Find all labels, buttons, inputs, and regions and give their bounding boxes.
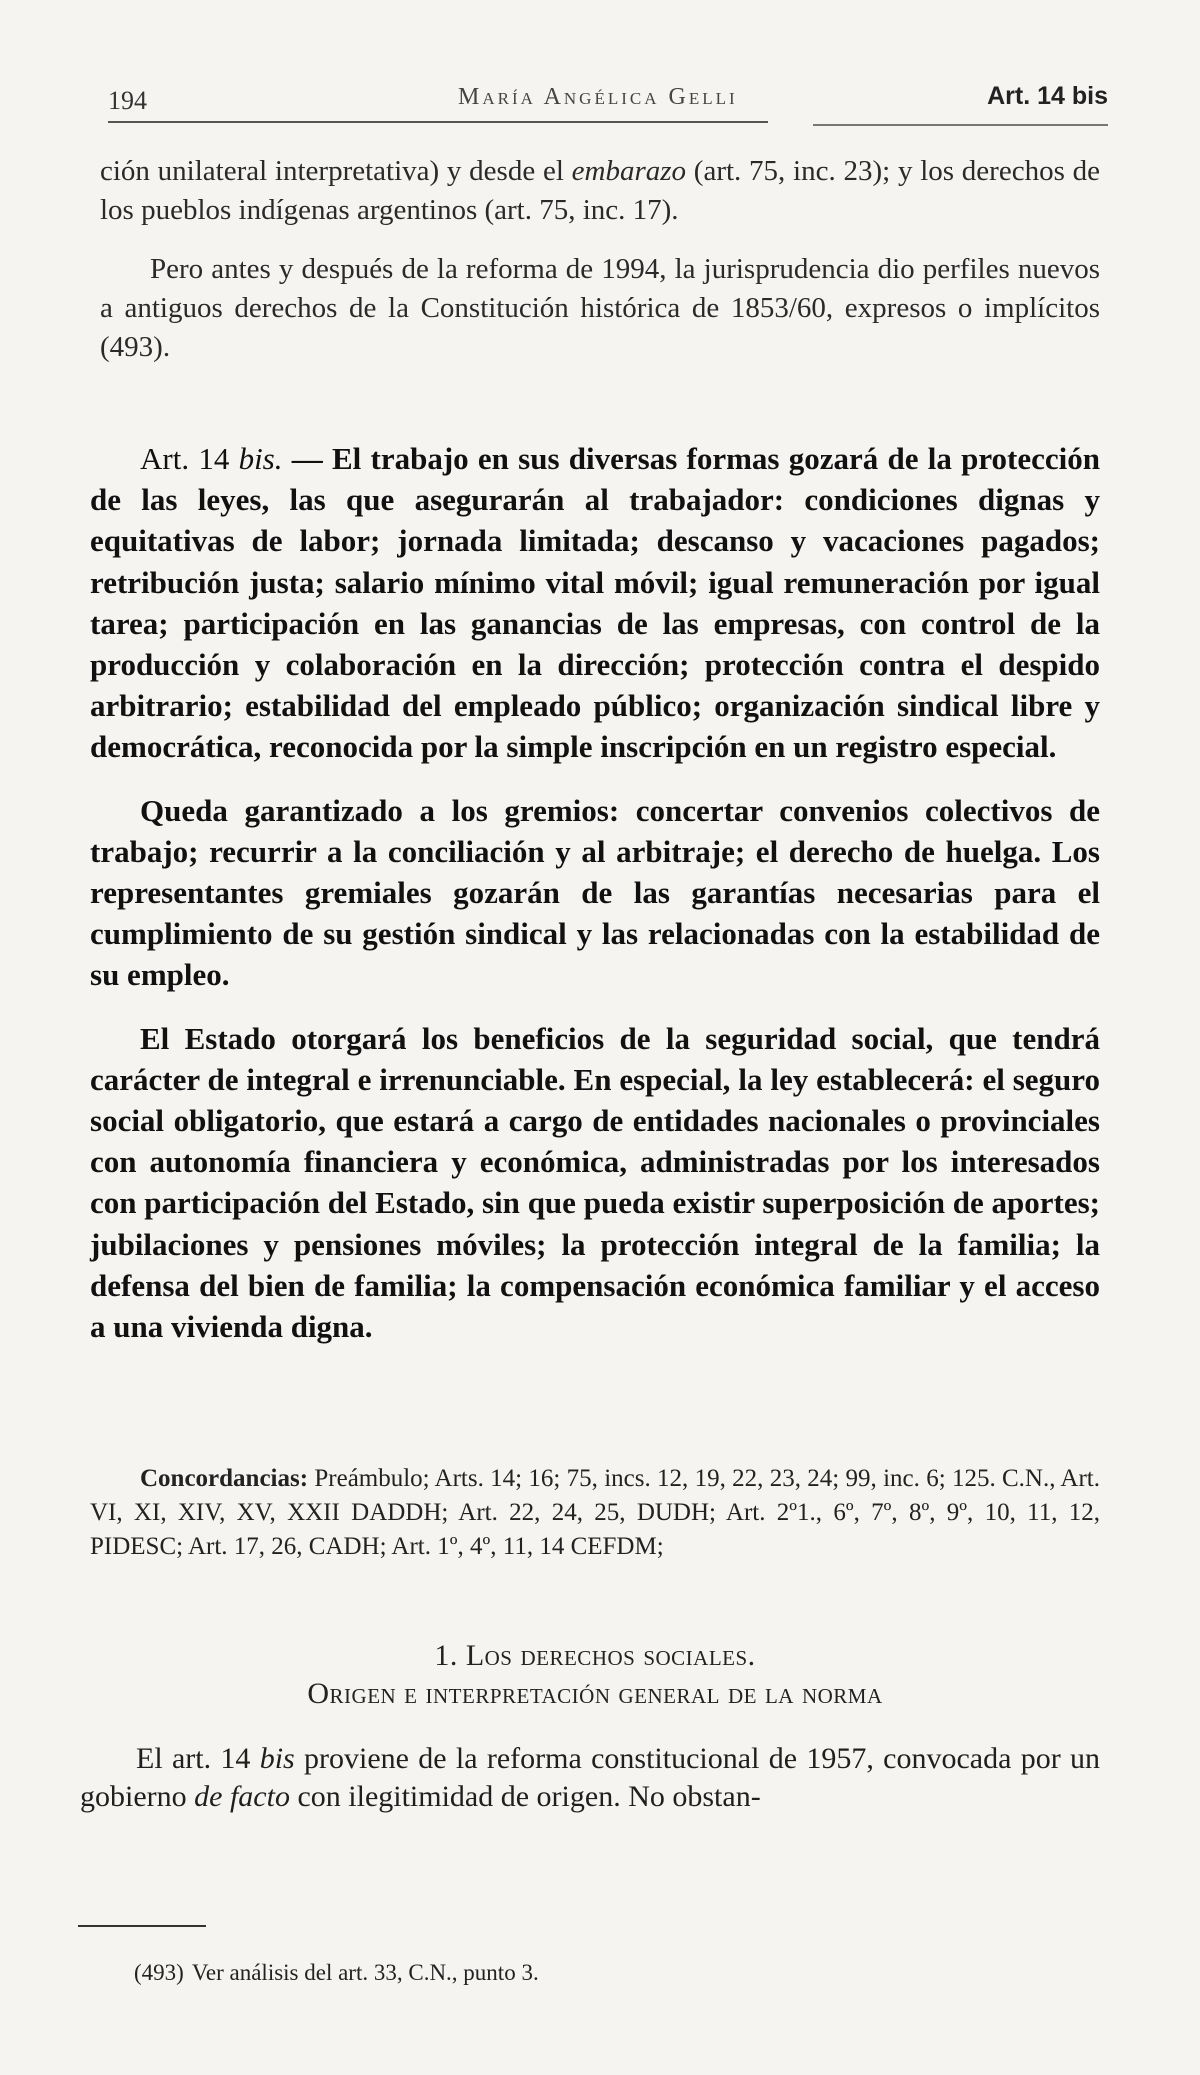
concordancias-label: Concordancias: bbox=[140, 1465, 309, 1492]
article-paragraph-2: Queda garantizado a los gremios: concertar convenios colectivos de trabajo; recurrir a la conciliación y al arbitraje; el derecho de huelga. Los representantes gremiales gozarán de las garantías necesarias para el cumplimiento de su gestión sindical y las relacionadas con la estabilidad de su empleo. bbox=[90, 792, 1100, 993]
continuation-text: ción unilateral interpretativa) y desde el embarazo (art. 75, inc. 23); y los derechos de los pueblos indígenas argentinos (art. 75, inc. 17). bbox=[100, 155, 1100, 226]
running-head bbox=[108, 80, 1108, 120]
continuation-paragraph bbox=[100, 152, 1100, 230]
section-heading-line-2: Origen e interpretación general de la norma bbox=[307, 1677, 883, 1710]
concordancias-text: Preámbulo; Arts. 14; 16; 75, incs. 12, 19, 22, 23, 24; 99, inc. 6; 125. C.N., Art. VI, XI, XIV, XV, XXII DADDH; Art. 22, 24, 25, DUDH; Art. 2º1., 6º, 7º, 8º, 9º, 10, 11, 12, PIDESC; Art. 17, 26, CADH; Art. 1º, 4º, 11, 14 CEFDM; bbox=[90, 1465, 1100, 1560]
running-head-article: Art. 14 bis bbox=[987, 82, 1108, 110]
page-number: 194 bbox=[108, 86, 147, 115]
reform-text: Pero antes y después de la reforma de 1994, la jurisprudencia dio perfiles nuevos a antiguos derechos de la Constitución histórica de 1853/60, expresos o implícitos (493). bbox=[100, 253, 1100, 363]
running-head-author: María Angélica Gelli bbox=[458, 84, 738, 110]
reform-paragraph bbox=[100, 250, 1100, 367]
footnote-rule bbox=[78, 1925, 206, 1927]
article-paragraph-3: El Estado otorgará los beneficios de la seguridad social, que tendrá carácter de integral e irrenunciable. En especial, la ley establecerá: el seguro social obligatorio, que estará a cargo de entidades nacionales o provinciales con autonomía financiera y económica, administradas por los interesados con participación del Estado, sin que pueda existir superposición de aportes; jubilaciones y pensiones móviles; la protección integral de la familia; la defensa del bien de familia; la compensación económica familiar y el acceso a una vivienda digna. bbox=[90, 1020, 1100, 1345]
closing-paragraph: El art. 14 bis proviene de la reforma constitucional de 1957, convocada por un gobierno de facto con ilegitimidad de origen. No obstan- bbox=[80, 1742, 1100, 1813]
article-paragraph-1: Art. 14 bis. — El trabajo en sus diversas formas gozará de la protección de las leyes, las que asegurarán al trabajador: condiciones dignas y equitativas de labor; jornada limitada; descanso y vacaciones pagados; retribución justa; salario mínimo vital móvil; igual remuneración por igual tarea; participación en las ganancias de las empresas, con control de la producción y colaboración en la dirección; protección contra el despido arbitrario; estabilidad del empleado público; organización sindical libre y democrática, reconocida por la simple inscripción en un registro especial. bbox=[90, 441, 1100, 765]
article-lead-in: Art. 14 bis. bbox=[140, 441, 283, 476]
footnote-493 bbox=[134, 1960, 539, 1986]
section-heading bbox=[90, 1637, 1100, 1713]
italic-embarazo: embarazo bbox=[571, 155, 687, 187]
header-rule-right bbox=[813, 124, 1108, 126]
article-14-bis bbox=[90, 438, 1100, 1369]
section-heading-line-1: 1. Los derechos sociales. bbox=[434, 1639, 756, 1672]
footnote-text: Ver análisis del art. 33, C.N., punto 3. bbox=[191, 1960, 539, 1985]
header-rule bbox=[108, 121, 768, 123]
footnote-mark: (493) bbox=[134, 1960, 184, 1985]
concordancias bbox=[90, 1462, 1100, 1564]
